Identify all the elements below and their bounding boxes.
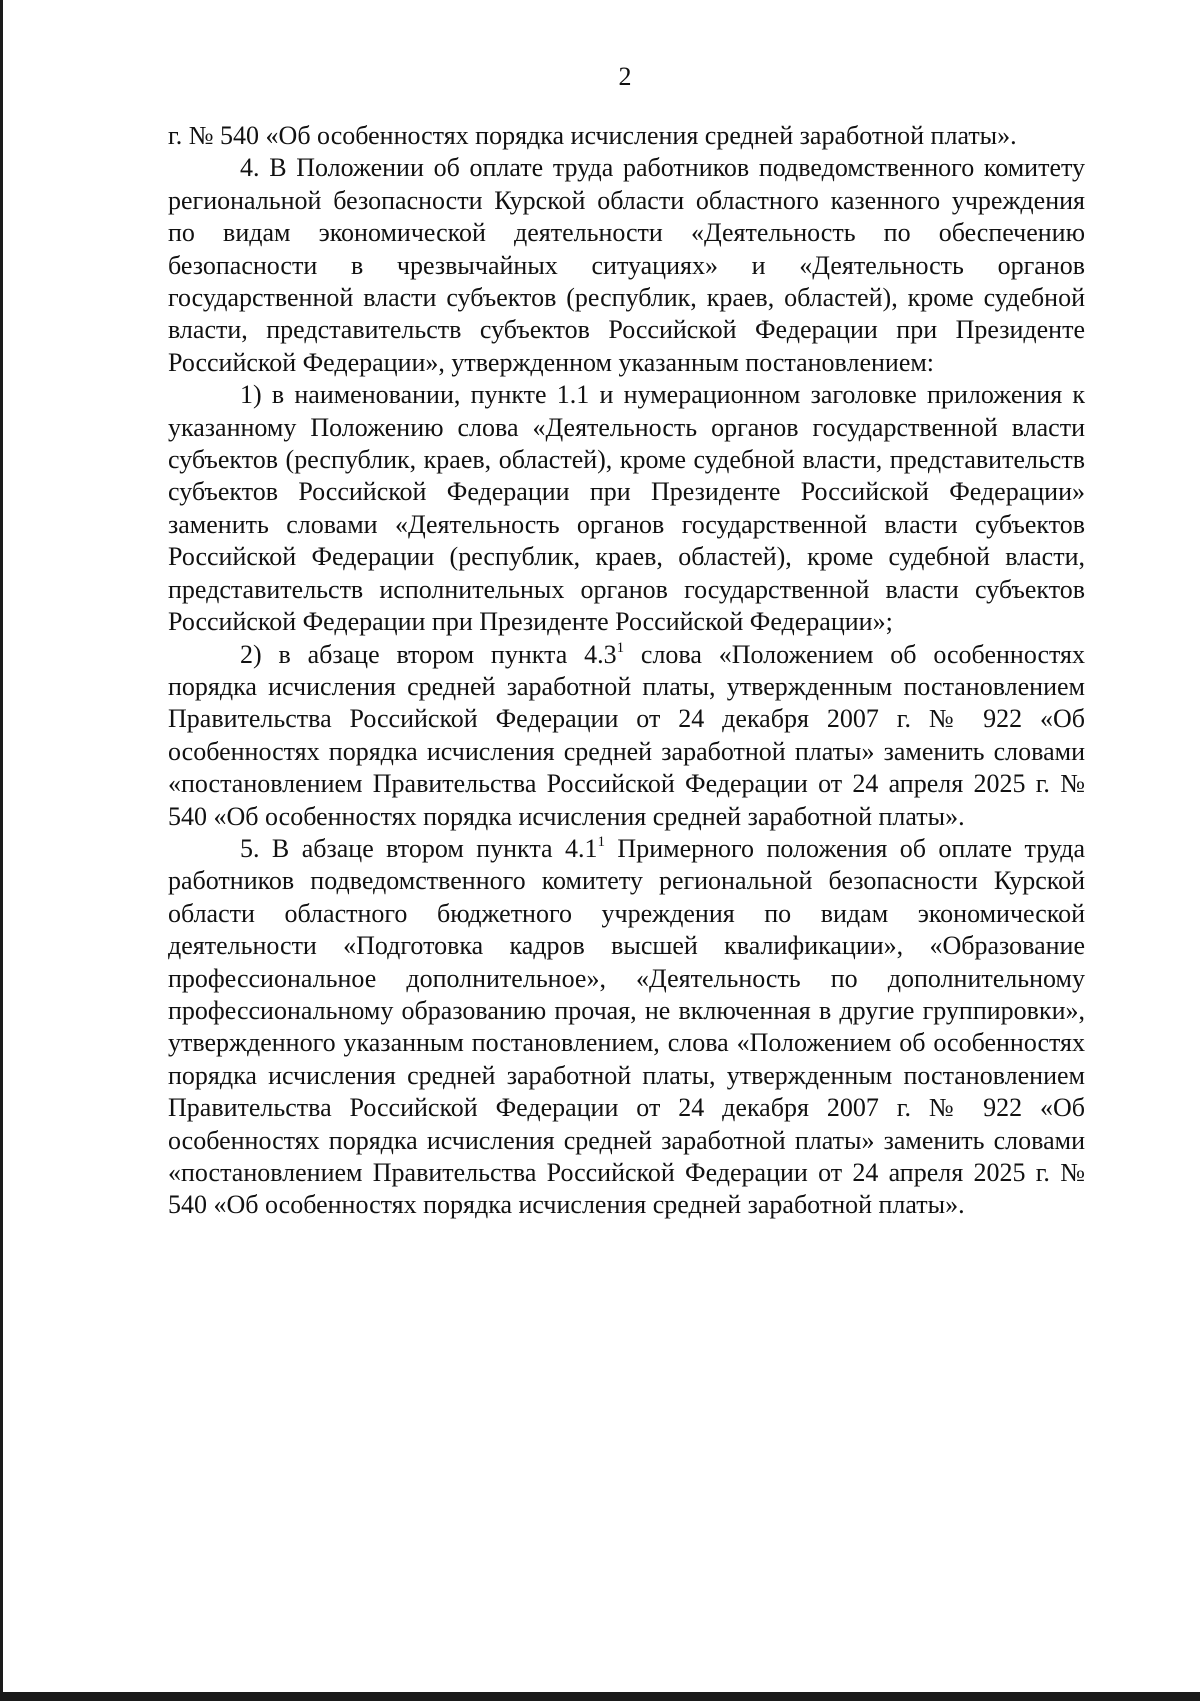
paragraph-item-5 [168, 833, 1085, 1222]
subitem-2-lead: 2) в абзаце втором пункта 4.3 [240, 639, 617, 669]
paragraph-continuation: г. № 540 «Об особенностях порядка исчисления средней заработной платы». [168, 121, 1017, 150]
superscript-mark: 1 [597, 833, 605, 850]
subitem-2-text: слова «Положением об особенностях порядка исчисления средней заработной платы, утвержденным постановлением Правительства Российской Федерации от 24 декабря 2007 г. № 922 «Об особенностях порядка исчисления средней заработной платы» заменить словами «постановлением Правительства Российской Федерации от 24 апреля 2025 г. № 540 «Об особенностях порядка исчисления средней заработной платы». [168, 639, 1085, 831]
scan-border-bottom [0, 1692, 1200, 1701]
paragraph-subitem-2 [168, 639, 1085, 833]
item-5-lead: 5. В абзаце втором пункта 4.1 [240, 833, 598, 863]
paragraph-item-4: 4. В Положении об оплате труда работников подведомственного комитету региональной безопасности Курской области областного казенного учреждения по видам экономической деятельности «Деятельность по обеспечению безопасности в чрезвычайных ситуациях» и «Деятельность органов государственной власти субъектов (республик, краев, областей), кроме судебной власти, представительств субъектов Российской Федерации при Президенте Российской Федерации», утвержденном указанным постановлением: [168, 153, 1085, 377]
paragraph-subitem-1: 1) в наименовании, пункте 1.1 и нумерационном заголовке приложения к указанному Положению слова «Деятельность органов государственной власти субъектов (республик, краев, областей), кроме судебной власти, представительств субъектов Российской Федерации при Президенте Российской Федерации» заменить словами «Деятельность органов государственной власти субъектов Российской Федерации (республик, краев, областей), кроме судебной власти, представительств исполнительных органов государственной власти субъектов Российской Федерации при Президенте Российской Федерации»; [168, 380, 1085, 637]
page-number: 2 [618, 62, 632, 91]
superscript-mark: 1 [616, 639, 625, 656]
item-5-text: Примерного положения об оплате труда работников подведомственного комитету региональной безопасности Курской области областного бюджетного учреждения по видам экономической деятельности «Подготовка кадров высшей квалификации», «Образование профессиональное дополнительное», «Деятельность по дополнительному профессиональному образованию прочая, не включенная в другие группировки», утвержденного указанным постановлением, слова «Положением об особенностях порядка исчисления средней заработной платы, утвержденным постановлением Правительства Российской Федерации от 24 декабря 2007 г. № 922 «Об особенностях порядка исчисления средней заработной платы» заменить словами «постановлением Правительства Российской Федерации от 24 апреля 2025 г. № 540 «Об особенностях порядка исчисления средней заработной платы». [168, 833, 1085, 1220]
document-body [168, 120, 1085, 1222]
scan-border-left [0, 0, 3, 1701]
